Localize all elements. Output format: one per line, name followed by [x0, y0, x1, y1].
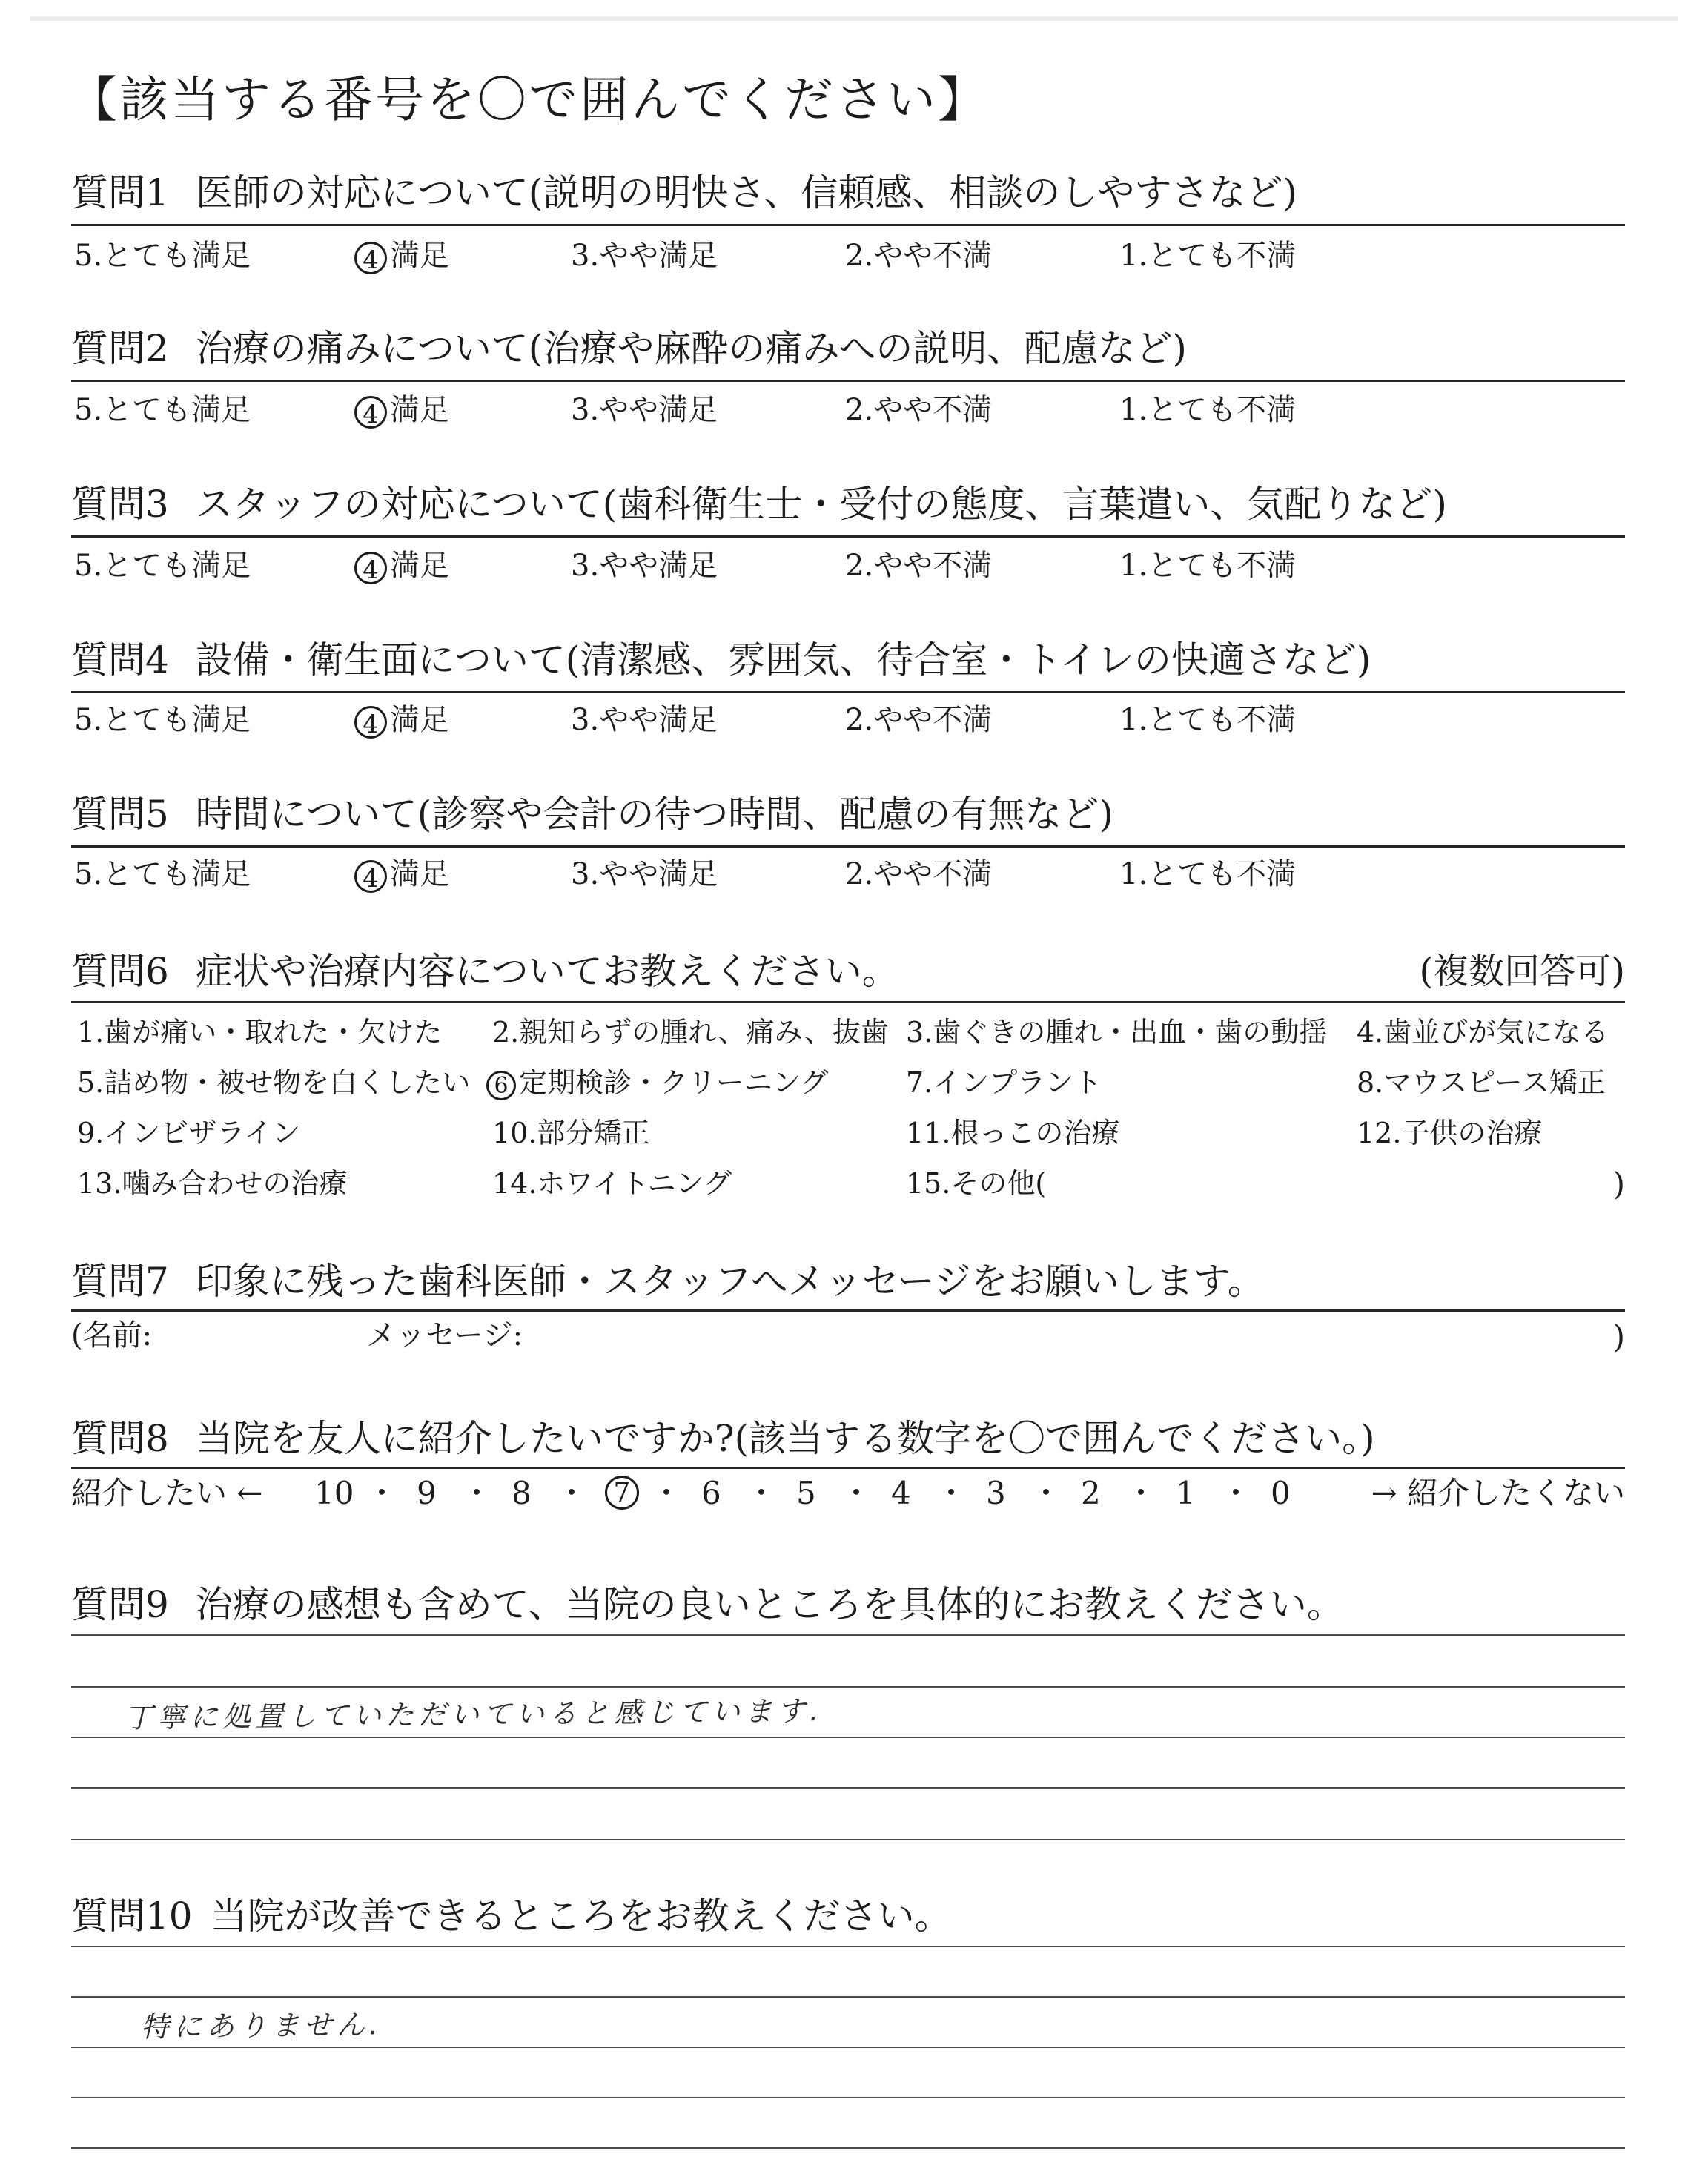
- writing-line: [71, 1686, 1625, 1688]
- treatment-option-13[interactable]: 13.噛み合わせの治療: [77, 1167, 348, 1200]
- selection-circle: 4: [354, 242, 387, 274]
- question-text: 当院を友人に紹介したいですか?(該当する数字を〇で囲んでください。): [195, 1417, 1375, 1460]
- question-number: 質問6: [71, 950, 169, 993]
- treatment-option-10[interactable]: 10.部分矯正: [492, 1117, 650, 1149]
- option-1[interactable]: 1.とても不満: [1119, 549, 1297, 583]
- option-4-selected[interactable]: 4 満足: [354, 547, 449, 584]
- option-4-selected[interactable]: 4 満足: [354, 237, 449, 274]
- question-number: 質問3: [71, 483, 169, 526]
- question-text: 印象に残った歯科医師・スタッフへメッセージをお願いします。: [195, 1260, 1265, 1303]
- divider: [71, 224, 1625, 226]
- divider: [71, 1001, 1625, 1003]
- scale-separator: ・: [366, 1475, 398, 1511]
- treatment-option-14[interactable]: 14.ホワイトニング: [492, 1167, 732, 1200]
- question-text: 症状や治療内容についてお教えください。: [195, 950, 899, 993]
- option-4-selected[interactable]: 4 満足: [354, 856, 449, 893]
- treatment-option-9[interactable]: 9.インビザライン: [77, 1117, 301, 1149]
- scale-value-6[interactable]: 6: [701, 1475, 721, 1511]
- option-2[interactable]: 2.やや不満: [845, 549, 993, 583]
- treatment-option-3[interactable]: 3.歯ぐきの腫れ・出血・歯の動揺: [906, 1016, 1328, 1048]
- divider: [71, 535, 1625, 538]
- writing-line: [71, 1996, 1625, 1998]
- question-text: 時間について(診察や会計の待つ時間、配慮の有無など): [195, 793, 1113, 836]
- treatment-option-2[interactable]: 2.親知らずの腫れ、痛み、抜歯: [492, 1016, 889, 1048]
- option-1[interactable]: 1.とても不満: [1119, 703, 1297, 737]
- scale-value-7-selected[interactable]: [605, 1472, 639, 1510]
- question-text: 設備・衛生面について(清潔感、雰囲気、待合室・トイレの快適さなど): [195, 638, 1371, 681]
- question-5: [71, 790, 1113, 838]
- option-5[interactable]: 5.とても満足: [74, 239, 251, 273]
- other-close-paren: ): [1612, 1166, 1625, 1202]
- handwritten-answer-improvements[interactable]: 特にありません.: [140, 2008, 383, 2044]
- option-3[interactable]: 3.やや満足: [571, 239, 718, 273]
- scale-value-5[interactable]: 5: [796, 1475, 816, 1511]
- scale-separator: ・: [461, 1475, 493, 1511]
- option-1[interactable]: 1.とても不満: [1119, 239, 1297, 273]
- question-8: [71, 1415, 1375, 1462]
- writing-line: [71, 2047, 1625, 2048]
- option-3[interactable]: 3.やや満足: [571, 393, 718, 427]
- question-number: 質問1: [71, 171, 169, 214]
- message-close-paren: ): [1612, 1318, 1625, 1355]
- treatment-option-6-selected[interactable]: 6 定期検診・クリーニング: [486, 1065, 828, 1100]
- option-1[interactable]: 1.とても不満: [1119, 857, 1297, 891]
- writing-line: [71, 1737, 1625, 1738]
- divider: [71, 380, 1625, 382]
- scale-separator: ・: [651, 1475, 683, 1511]
- option-2[interactable]: 2.やや不満: [845, 703, 993, 737]
- treatment-option-4[interactable]: 4.歯並びが気になる: [1357, 1016, 1609, 1048]
- writing-line: [71, 2147, 1625, 2149]
- scale-value-0[interactable]: 0: [1271, 1475, 1291, 1511]
- treatment-option-11[interactable]: 11.根っこの治療: [906, 1117, 1120, 1149]
- divider: [71, 1309, 1625, 1312]
- question-4: [71, 636, 1371, 684]
- selection-circle: 4: [354, 706, 387, 739]
- recommend-left-label: 紹介したい ←: [71, 1475, 263, 1511]
- divider: [71, 845, 1625, 848]
- option-3[interactable]: 3.やや満足: [571, 549, 718, 583]
- selection-circle: 7: [605, 1476, 639, 1510]
- option-1[interactable]: 1.とても不満: [1119, 393, 1297, 427]
- writing-line: [71, 1839, 1625, 1840]
- scale-separator: ・: [556, 1475, 588, 1511]
- message-field-label[interactable]: メッセージ:: [366, 1318, 523, 1353]
- scale-value-1[interactable]: 1: [1176, 1475, 1196, 1511]
- selection-circle: 4: [354, 860, 387, 893]
- treatment-option-8[interactable]: 8.マウスピース矯正: [1357, 1066, 1606, 1099]
- handwritten-answer-good-points[interactable]: 丁寧に処置していただいていると感じています.: [124, 1694, 824, 1734]
- treatment-option-12[interactable]: 12.子供の治療: [1357, 1117, 1543, 1149]
- divider: [71, 1467, 1625, 1469]
- scale-value-4[interactable]: 4: [891, 1475, 911, 1511]
- scale-separator: ・: [746, 1475, 778, 1511]
- question-number: 質問7: [71, 1260, 169, 1303]
- selection-circle: 4: [354, 552, 387, 584]
- selection-circle: 6: [486, 1071, 516, 1100]
- scan-edge: [30, 16, 1678, 21]
- writing-line: [71, 2097, 1625, 2098]
- scale-separator: ・: [1125, 1475, 1157, 1511]
- name-field-label[interactable]: (名前:: [71, 1318, 153, 1353]
- scale-value-3[interactable]: 3: [986, 1475, 1006, 1511]
- question-number: 質問9: [71, 1583, 169, 1626]
- recommend-right-label: → 紹介したくない: [1371, 1475, 1625, 1511]
- question-number: 質問5: [71, 793, 169, 836]
- question-number: 質問4: [71, 638, 169, 681]
- selection-circle: 4: [354, 396, 387, 429]
- scale-value-8[interactable]: 8: [512, 1475, 532, 1511]
- option-5[interactable]: 5.とても満足: [74, 703, 251, 737]
- option-2[interactable]: 2.やや不満: [845, 239, 993, 273]
- scale-separator: ・: [936, 1475, 967, 1511]
- scale-value-2[interactable]: 2: [1081, 1475, 1101, 1511]
- treatment-option-7[interactable]: 7.インプラント: [906, 1066, 1102, 1099]
- question-text: 治療の感想も含めて、当院の良いところを具体的にお教えください。: [195, 1583, 1344, 1626]
- treatment-option-1[interactable]: 1.歯が痛い・取れた・欠けた: [77, 1016, 443, 1048]
- question-7: [71, 1258, 1265, 1305]
- question-number: 質問8: [71, 1417, 169, 1460]
- divider: [71, 691, 1625, 693]
- option-5[interactable]: 5.とても満足: [74, 549, 251, 583]
- scale-separator: ・: [1220, 1475, 1252, 1511]
- question-text: 治療の痛みについて(治療や麻酔の痛みへの説明、配慮など): [195, 327, 1187, 370]
- scale-value-9[interactable]: 9: [417, 1475, 437, 1511]
- question-9: [71, 1581, 1344, 1628]
- option-3[interactable]: 3.やや満足: [571, 703, 718, 737]
- option-4-selected[interactable]: 4 満足: [354, 701, 449, 739]
- scale-separator: ・: [1030, 1475, 1062, 1511]
- question-2: [71, 325, 1187, 372]
- multiple-answers-note: (複数回答可): [1419, 951, 1625, 992]
- option-4-selected[interactable]: 4 満足: [354, 392, 449, 429]
- question-10: [71, 1892, 952, 1940]
- question-1: [71, 169, 1297, 217]
- treatment-option-5[interactable]: 5.詰め物・被せ物を白くしたい: [77, 1066, 471, 1099]
- question-text: スタッフの対応について(歯科衛生士・受付の態度、言葉遣い、気配りなど): [195, 483, 1447, 526]
- option-2[interactable]: 2.やや不満: [845, 393, 993, 427]
- option-3[interactable]: 3.やや満足: [571, 857, 718, 891]
- question-6: [71, 948, 899, 995]
- option-2[interactable]: 2.やや不満: [845, 857, 993, 891]
- scale-value-10[interactable]: 10: [314, 1475, 354, 1511]
- question-number: 質問2: [71, 327, 169, 370]
- question-number: 質問10: [71, 1895, 193, 1938]
- writing-line: [71, 1946, 1625, 1947]
- option-5[interactable]: 5.とても満足: [74, 393, 251, 427]
- question-text: 医師の対応について(説明の明快さ、信頼感、相談のしやすさなど): [195, 171, 1297, 214]
- writing-line: [71, 1787, 1625, 1789]
- instructions-heading: 【該当する番号を〇で囲んでください】: [68, 71, 989, 128]
- option-5[interactable]: 5.とても満足: [74, 857, 251, 891]
- scale-separator: ・: [841, 1475, 873, 1511]
- question-3: [71, 480, 1447, 528]
- treatment-option-15[interactable]: 15.その他(: [906, 1167, 1047, 1200]
- writing-line: [71, 1634, 1625, 1636]
- question-text: 当院が改善できるところをお教えください。: [210, 1895, 952, 1938]
